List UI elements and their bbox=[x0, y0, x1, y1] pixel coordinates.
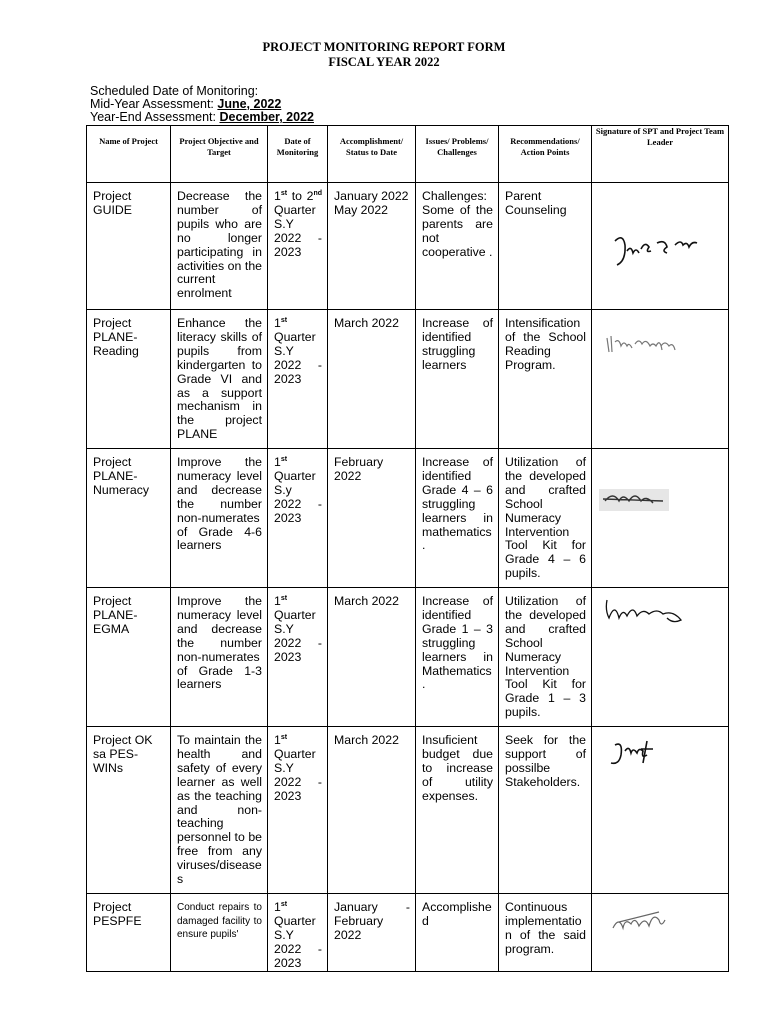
signature-image bbox=[595, 449, 725, 559]
project-objective: Improve the numeracy level and decrease the number non-numerates of Grade 4-6 learners bbox=[177, 455, 262, 553]
yearend-value: December, 2022 bbox=[219, 110, 314, 124]
col-header-signature: Signature of SPT and Project Team Leader bbox=[592, 126, 729, 183]
signature-image bbox=[595, 310, 725, 380]
col-header-name: Name of Project bbox=[87, 126, 171, 183]
issues: Increase of identified Grade 1 – 3 struggling learners in Mathematics. bbox=[422, 594, 493, 692]
col-header-status: Accomplishment/ Status to Date bbox=[328, 126, 416, 183]
issues: Increase of identified struggling learners bbox=[422, 316, 493, 372]
signature-image bbox=[595, 894, 725, 954]
midyear-value: June, 2022 bbox=[217, 97, 282, 111]
table-header-row bbox=[87, 126, 729, 183]
project-objective: To maintain the health and safety of every learner as well as the teaching and non-teaching personnel to be free from any viruses/diseases bbox=[177, 733, 262, 887]
project-objective: Decrease the number of pupils who are no longer participating in activities on the current enrolment bbox=[177, 189, 262, 301]
project-name: Project PLANE-Numeracy bbox=[93, 455, 150, 497]
recommendation: Continuous implementation of the said program. bbox=[505, 900, 586, 956]
issues: Accomplished bbox=[422, 900, 492, 928]
issues: Challenges: Some of the parents are not cooperative . bbox=[422, 189, 493, 259]
table-row bbox=[87, 588, 729, 727]
project-name: Project PLANE-Reading bbox=[93, 316, 139, 358]
col-header-recommendation: Recommendations/ Action Points bbox=[499, 126, 592, 183]
recommendation: Intensification of the School Reading Program. bbox=[505, 316, 586, 372]
midyear-line bbox=[90, 97, 281, 111]
status: January 2022 May 2022 bbox=[334, 189, 409, 217]
monitoring-date: 1st Quarter S.y 2022 - 2023 bbox=[274, 455, 322, 525]
status: February 2022 bbox=[334, 455, 384, 483]
recommendation: Utilization of the developed and crafted School Numeracy Intervention Tool Kit for Grade 4 – 6 pupils. bbox=[505, 455, 586, 581]
form-title: PROJECT MONITORING REPORT FORM bbox=[262, 40, 506, 54]
monitoring-date: 1st Quarter S.Y 2022 - 2023 bbox=[274, 733, 322, 803]
monitoring-date: 1st to 2nd Quarter S.Y 2022 - 2023 bbox=[274, 189, 322, 259]
recommendation: Seek for the support of possilbe Stakeholders. bbox=[505, 733, 586, 789]
table-row bbox=[87, 310, 729, 449]
status: March 2022 bbox=[334, 594, 399, 608]
project-name: Project GUIDE bbox=[93, 189, 132, 217]
recommendation: Utilization of the developed and crafted School Numeracy Intervention Tool Kit for Grade 1 – 3 pupils. bbox=[505, 594, 586, 720]
yearend-line bbox=[90, 110, 314, 124]
table-row bbox=[87, 183, 729, 310]
monitoring-date: 1st Quarter S.Y 2022 - 2023 bbox=[274, 594, 322, 664]
col-header-date: Date of Monitoring bbox=[268, 126, 328, 183]
project-name: Project PESPFE bbox=[93, 900, 142, 928]
yearend-label: Year-End Assessment: bbox=[90, 110, 220, 124]
status: March 2022 bbox=[334, 733, 399, 747]
table-row bbox=[87, 894, 729, 972]
signature-image bbox=[595, 183, 725, 303]
project-objective: Conduct repairs to damaged facility to ensure pupils' bbox=[177, 902, 262, 940]
recommendation: Parent Counseling bbox=[505, 189, 567, 217]
project-objective: Enhance the literacy skills of pupils from kindergarten to Grade VI and as a support mechanism in the project PLANE bbox=[177, 316, 262, 442]
monitoring-table bbox=[86, 125, 729, 972]
project-name: Project OK sa PES-WINs bbox=[93, 733, 153, 775]
monitoring-date: 1st Quarter S.Y 2022 - 2023 bbox=[274, 316, 322, 386]
scheduled-label: Scheduled Date of Monitoring: bbox=[90, 84, 259, 98]
signature-image bbox=[595, 588, 725, 648]
project-objective: Improve the numeracy level and decrease the number non-numerates of Grade 1-3 learners bbox=[177, 594, 262, 692]
col-header-issues: Issues/ Problems/ Challenges bbox=[416, 126, 499, 183]
table-row bbox=[87, 449, 729, 588]
monitoring-date: 1st Quarter S.Y 2022 - 2023 bbox=[274, 900, 322, 970]
table-row bbox=[87, 727, 729, 894]
issues: Insuficient budget due to increase of utility expenses. bbox=[422, 733, 493, 803]
status: March 2022 bbox=[334, 316, 399, 330]
form-subtitle: FISCAL YEAR 2022 bbox=[328, 55, 440, 69]
midyear-label: Mid-Year Assessment: bbox=[90, 97, 218, 111]
signature-image bbox=[595, 727, 725, 787]
status: January - February 2022 bbox=[334, 900, 410, 942]
issues: Increase of identified Grade 4 – 6 struggling learners in mathematics. bbox=[422, 455, 493, 553]
col-header-objective: Project Objective and Target bbox=[171, 126, 268, 183]
project-name: Project PLANE-EGMA bbox=[93, 594, 138, 636]
